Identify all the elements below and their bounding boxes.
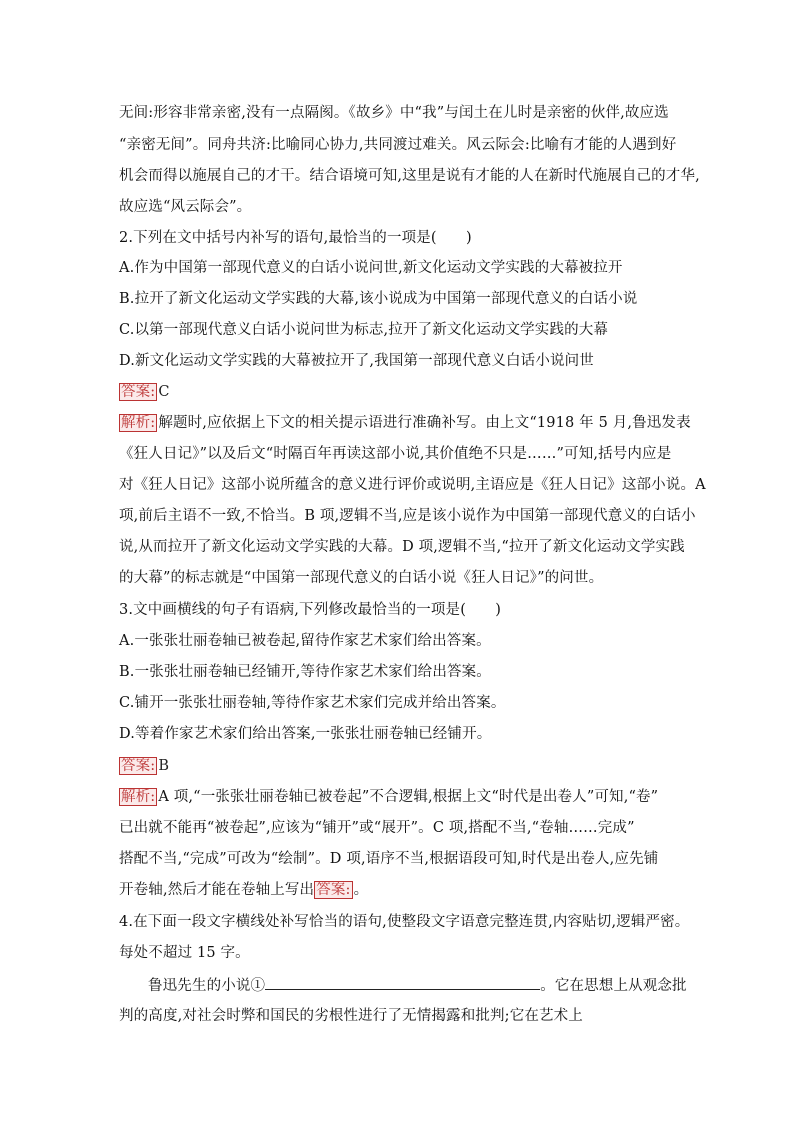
answer-tag: 答案: <box>121 384 156 400</box>
option-d: D.新文化运动文学实践的大幕被拉开了,我国第一部现代意义白话小说问世 <box>119 353 594 369</box>
text-line: 说,从而拉开了新文化运动文学实践的大幕。D 项,逻辑不当,“拉开了新文化运动文学实践 <box>119 539 685 555</box>
option-a: A.一张张壮丽卷轴已被卷起,留待作家艺术家们给出答案。 <box>119 633 491 649</box>
text-line: 《狂人日记》”以及后文“时隔百年再读这部小说,其价值绝不只是……”可知,括号内应是 <box>119 446 672 462</box>
text-line: 项,前后主语不一致,不恰当。B 项,逻辑不当,应是该小说作为中国第一部现代意义的白话小 <box>119 508 696 524</box>
text-line: 机会而得以施展自己的才干。结合语境可知,这里是说有才能的人在新时代施展自己的才华, <box>119 168 700 184</box>
analysis-line: 解析: A 项,“一张张壮丽卷轴已被卷起”不合逻辑,根据上文“时代是出卷人”可知,“卷” <box>121 789 659 805</box>
question-4-stem: 4.在下面一段文字横线处补写恰当的语句,使整段文字语意完整连贯,内容贴切,逻辑严密。 <box>119 914 690 930</box>
answer-tag: 答案: <box>121 758 156 774</box>
text-line: 的大幕”的标志就是“中国第一部现代意义的白话小说《狂人日记》”的问世。 <box>119 570 604 586</box>
answer-line: 答案: B <box>121 758 170 774</box>
option-b: B.一张张壮丽卷轴已经铺开,等待作家艺术家们给出答案。 <box>119 664 491 680</box>
text-line: 判的高度,对社会时弊和国民的劣根性进行了无情揭露和批判;它在艺术上 <box>119 1008 583 1024</box>
text-line: 已出就不能再“被卷起”,应该为“铺开”或“展开”。C 项,搭配不当,“卷轴……完成” <box>119 820 635 836</box>
text-line: 每处不超过 15 字。 <box>119 945 250 961</box>
text-line: 搭配不当,“完成”可改为“绘制”。D 项,语序不当,根据语段可知,时代是出卷人,应先铺 <box>119 851 659 867</box>
analysis-tag: 解析: <box>121 789 156 805</box>
question-2-stem: 2.下列在文中括号内补写的语句,最恰当的一项是( ) <box>119 230 472 246</box>
text-line: “亲密无间”。同舟共济:比喻同心协力,共同渡过难关。风云际会:比喻有才能的人遇到好 <box>119 137 677 153</box>
option-b: B.拉开了新文化运动文学实践的大幕,该小说成为中国第一部现代意义的白话小说 <box>119 291 638 307</box>
answer-blank[interactable] <box>265 974 540 990</box>
option-d: D.等着作家艺术家们给出答案,一张张壮丽卷轴已经铺开。 <box>119 726 492 742</box>
text-line: 无间:形容非常亲密,没有一点隔阂。《故乡》中“我”与闰土在儿时是亲密的伙伴,故应选 <box>119 105 669 121</box>
fill-blank-line: 鲁迅先生的小说① 。它在思想上从观念批 <box>148 974 679 996</box>
analysis-tag: 解析: <box>121 415 156 431</box>
text-line: 对《狂人日记》这部小说所蕴含的意义进行评价或说明,主语应是《狂人日记》这部小说。A <box>119 477 706 493</box>
option-a: A.作为中国第一部现代意义的白话小说问世,新文化运动文学实践的大幕被拉开 <box>119 260 623 276</box>
question-3-stem: 3.文中画横线的句子有语病,下列修改最恰当的一项是( ) <box>119 602 502 618</box>
answer-tag: 答案: <box>316 882 351 898</box>
option-c: C.铺开一张张壮丽卷轴,等待作家艺术家们完成并给出答案。 <box>119 695 506 711</box>
text-line: 故应选“风云际会”。 <box>119 199 252 215</box>
analysis-line: 解析: 解题时,应依据上下文的相关提示语进行准确补写。由上文“1918 年 5 月,鲁迅发表 <box>121 415 691 431</box>
text-line: 开卷轴,然后才能在卷轴上写出 答案: 。 <box>119 882 369 898</box>
option-c: C.以第一部现代意义白话小说问世为标志,拉开了新文化运动文学实践的大幕 <box>119 322 609 338</box>
answer-line: 答案: C <box>121 384 170 400</box>
